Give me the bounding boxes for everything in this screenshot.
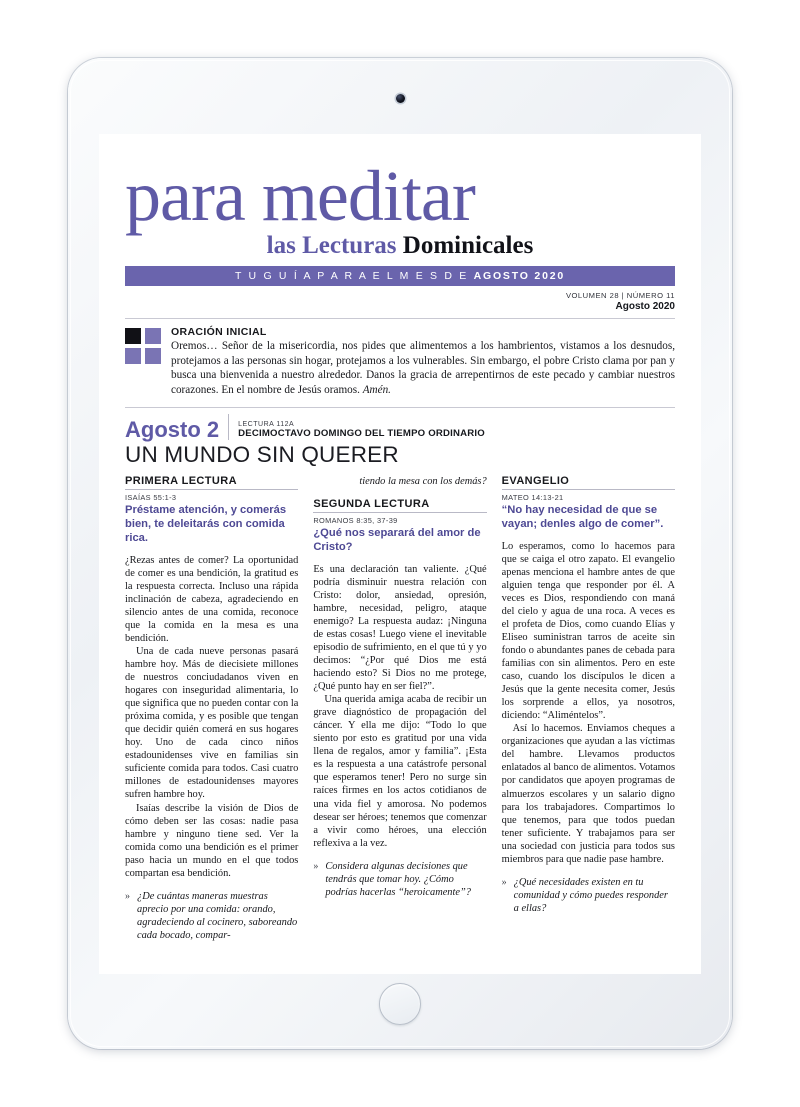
reading-date: Agosto 2 bbox=[125, 416, 220, 442]
reading-date-header bbox=[125, 414, 675, 468]
prayer-main-text: Oremos… Señor de la misericordia, nos pides que alimentemos a los hambrientos, vistamos a los desnudos, protejamos a las personas sin hogar, protejamos a los vulnerables. Sin embargo, el pobre Cristo clama por pan y busca una bienvenida a nuestro alrededor. Danos la gracia de arrepentirnos de este pecado y cambiar nuestros corazones. En el nombre de Jesús oramos. bbox=[171, 340, 675, 397]
question-text: ¿De cuántas maneras muestras aprecio por una comida: orando, agradeciendo al cocinero, saboreando cada bocado, compar- bbox=[137, 890, 298, 942]
question-text: Considera algunas decisiones que tendrás que tomar hoy. ¿Cómo podrías hacerlas “heroicamente”? bbox=[325, 860, 471, 898]
logo-square-purple-1 bbox=[145, 328, 161, 344]
banner-month: AGOSTO 2020 bbox=[473, 270, 565, 283]
issue-banner bbox=[125, 266, 675, 286]
column-gospel bbox=[502, 475, 675, 943]
section-heading-segunda-lectura: SEGUNDA LECTURA bbox=[313, 498, 486, 513]
paragraph: Es una declaración tan valiente. ¿Qué podría disminuir nuestra relación con Cristo: dolor, ansiedad, opresión, hambre, necesidad, peligro, ataque enemigo? La respuesta audaz: ¡Ninguna de estas cosas! Luego viene el inevitable episodio de sufrimiento, en el que tú y yo decimos: “¿Por qué Dios me está haciendo esto? Si Dios no me protege, ¿Qué punto hay en ser fiel?”. bbox=[313, 563, 487, 693]
reflection-question-segunda bbox=[313, 860, 486, 899]
paragraph: Así lo hacemos. Enviamos cheques a organizaciones que ayudan a las víctimas del hambre. Llevamos productos enlatados al banco de alimentos. Votamos por candidatos que apoyen programas de almuerzos escolares y un salario digno para los trabajadores. Compartimos lo que tenemos, para que todos puedan tener suficiente. Y trabajamos para ser una sociedad con justicia para todos sus miembros para que nadie pase hambre. bbox=[501, 723, 675, 865]
front-camera-icon bbox=[396, 94, 405, 103]
logo-square-purple-3 bbox=[145, 348, 161, 364]
citation-primera-lectura: ISAÍAS 55:1-3 bbox=[125, 492, 177, 502]
article-headline: UN MUNDO SIN QUERER bbox=[125, 441, 399, 467]
banner-prefix: T U G U Í A P A R A E L M E S D E bbox=[235, 270, 474, 283]
opening-prayer-block bbox=[125, 326, 675, 397]
logo-square-dark bbox=[125, 328, 141, 344]
reflection-question-primera bbox=[125, 890, 298, 942]
date-row bbox=[125, 414, 675, 441]
masthead bbox=[125, 156, 675, 313]
opening-prayer-body bbox=[171, 326, 675, 397]
body-primera-lectura bbox=[125, 554, 298, 880]
date-divider bbox=[228, 414, 229, 440]
paragraph: Isaías describe la visión de Dios de cómo deben ser las cosas: nadie pasa hambre y ninguno tiene sed. Ver la comida como una bendición es el primer paso hacia un mundo en el que todos compartan esa bendición. bbox=[125, 802, 299, 879]
column-first-reading bbox=[125, 475, 298, 943]
divider-above-prayer bbox=[125, 318, 675, 319]
tablet-screen bbox=[99, 134, 701, 974]
lectura-number: LECTURA 112A bbox=[238, 421, 295, 429]
opening-prayer-text bbox=[171, 339, 675, 397]
verse-segunda-lectura: ¿Qué nos separará del amor de Cristo? bbox=[313, 526, 481, 553]
body-segunda-lectura bbox=[313, 563, 486, 850]
sunday-name: DECIMOCTAVO DOMINGO DEL TIEMPO ORDINARIO bbox=[238, 428, 485, 440]
subtitle-italic-part: las Lecturas bbox=[266, 232, 403, 260]
four-squares-logo-icon bbox=[125, 328, 161, 364]
divider-above-date bbox=[125, 407, 675, 408]
home-button[interactable] bbox=[379, 983, 421, 1025]
question-continuation: tiendo la mesa con los demás? bbox=[359, 475, 487, 487]
paragraph: Lo esperamos, como lo hacemos para que se caiga el otro zapato. El evangelio apenas menciona el hambre antes de que alguien tenga que responder por él. A veces es Dios, respondiendo con maná del cielo y agua de una roca. A veces es el profeta de Dios, como cuando Elías y Eliseo suministran tarros de aceite sin fondo o abundantes panes de cebada para familias con sin alimentos. Pero en este caso, cuando los discípulos le dicen a Jesús que la gente necesita comer, Jesús los sorprende a ellos, ya nosotros, diciendo: “Aliméntelos”. bbox=[501, 540, 675, 722]
question-bullet-icon: » bbox=[125, 890, 130, 902]
date-meta bbox=[238, 421, 485, 440]
column-second-reading bbox=[313, 475, 486, 943]
publication-title: para meditar bbox=[125, 156, 475, 236]
paragraph: ¿Rezas antes de comer? La oportunidad de comer es una bendición, la gratitud es la respuesta correcta. Incluso una rápida inclinación de cabeza, agradeciendo en silencio antes de una comida, reconoce que la comida en la mesa es una bendición. bbox=[125, 554, 299, 644]
prayer-amen: Amén. bbox=[362, 384, 391, 397]
citation-evangelio: MATEO 14:13-21 bbox=[501, 492, 564, 502]
section-heading-primera-lectura: PRIMERA LECTURA bbox=[125, 475, 298, 490]
newsletter-page bbox=[99, 134, 701, 974]
opening-prayer-heading: ORACIÓN INICIAL bbox=[171, 326, 267, 339]
publication-subtitle bbox=[125, 233, 675, 259]
paragraph: Una de cada nueve personas pasará hambre hoy. Más de diecisiete millones de nuestros conciudadanos viven en hogares con inseguridad alimentaria, lo que significa que no pueden contar con la próxima comida, y es posible que tengan que decidir quién comerá en sus hogares hoy. Uno de cada cinco niños estadounidenses vive en familias sin suficiente comida para todos. Casi cuatro millones de estadounidenses mayores sufren hambre hoy. bbox=[125, 645, 299, 801]
reflection-question-evangelio bbox=[502, 876, 675, 915]
body-evangelio bbox=[502, 540, 675, 866]
subtitle-bold-part: Dominicales bbox=[402, 232, 534, 260]
three-column-body bbox=[125, 475, 675, 943]
question-bullet-icon: » bbox=[501, 876, 507, 888]
tablet-device bbox=[68, 58, 732, 1049]
verse-evangelio: “No hay necesidad de que se vayan; denles algo de comer”. bbox=[501, 503, 664, 530]
paragraph: Una querida amiga acaba de recibir un grave diagnóstico de propagación del cáncer. Y ella me dijo: “Todo lo que siento por esto es gratitud por una vida llena de regalos, amor y familia”. ¡Esta es la respuesta a una catástrofe personal que esperamos tener! Pero no surge sin raíces firmes en los actos cotidianos de una vida fiel y amorosa. No podemos desear ser héroes; tenemos que comenzar a vivir como héroes, una elección reflexiva a la vez. bbox=[313, 694, 487, 849]
section-heading-evangelio: EVANGELIO bbox=[502, 475, 675, 490]
logo-square-purple-2 bbox=[125, 348, 141, 364]
question-text: ¿Qué necesidades existen en tu comunidad y cómo puedes responder a ellas? bbox=[513, 876, 668, 914]
issue-date: Agosto 2020 bbox=[615, 301, 675, 313]
verse-primera-lectura: Préstame atención, y comerás bien, te deleitarás con comida rica. bbox=[125, 503, 287, 544]
citation-segunda-lectura: ROMANOS 8:35, 37-39 bbox=[313, 515, 398, 525]
volume-issue-line: VOLUMEN 28 | NÚMERO 11 bbox=[565, 291, 675, 301]
question-bullet-icon: » bbox=[313, 860, 319, 872]
